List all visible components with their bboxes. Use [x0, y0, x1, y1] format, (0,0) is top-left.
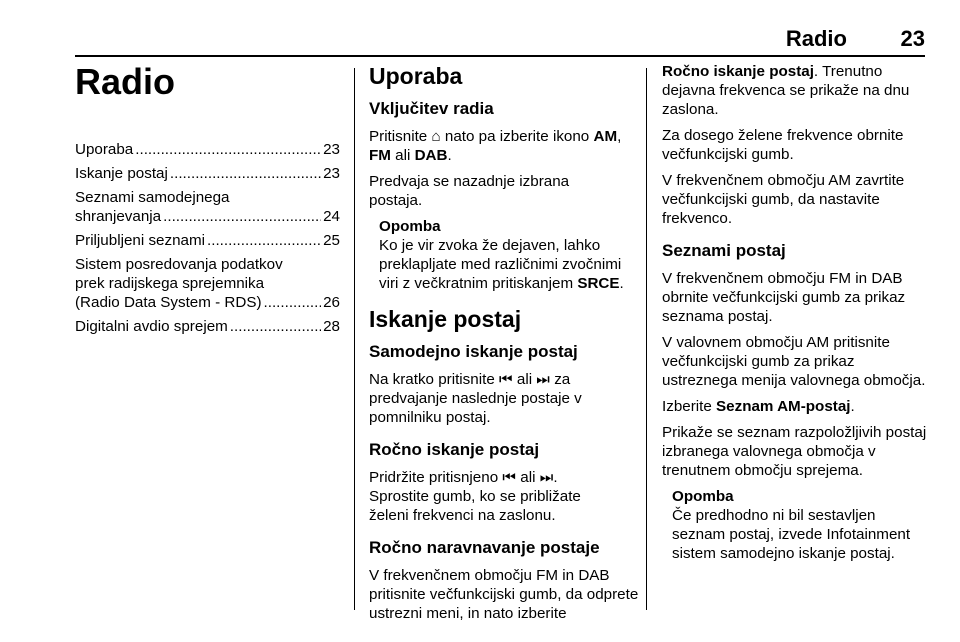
paragraph: Pritisnite ⌂ nato pa izberite ikono AM, FM ali DAB. [369, 128, 622, 164]
paragraph: Izberite Seznam AM-postaj. [662, 398, 855, 415]
paragraph: Prikaže se seznam razpoložljivih postaj izbranega valovnega območja v trenutnem območju sprejema. [662, 424, 927, 479]
header-rule [75, 55, 925, 57]
previous-icon: ⏮ [498, 371, 513, 388]
column-divider-1 [354, 68, 355, 610]
note-box [379, 217, 639, 293]
paragraph: Sprostite gumb, ko se približate želeni frekvenci na zaslonu. [369, 488, 581, 524]
toc-leader-dots [207, 231, 321, 250]
toc-page-number: 23 [323, 165, 340, 182]
column-1 [75, 62, 340, 341]
toc-entry [75, 231, 340, 250]
heading-uporaba: Uporaba [369, 63, 463, 89]
heading-vkljucitev: Vključitev radia [369, 99, 494, 118]
paragraph: Pridržite pritisnjeno ⏮ ali ⏭. [369, 469, 558, 486]
toc-leader-dots [230, 317, 321, 336]
note-title: Opomba [672, 488, 734, 505]
toc-entry [75, 188, 340, 226]
column-2 [369, 62, 639, 630]
toc-entry-label: Iskanje postaj [75, 165, 168, 182]
paragraph: Na kratko pritisnite ⏮ ali ⏭ za predvajanje naslednje postaje v pomnilniku postaj. [369, 371, 582, 426]
next-icon: ⏭ [536, 371, 550, 388]
toc-entry-label: Sistem posredovanja podatkov [75, 256, 283, 273]
heading-seznami-postaj: Seznami postaj [662, 241, 786, 260]
toc-page-number: 26 [323, 294, 340, 311]
table-of-contents [75, 140, 340, 336]
paragraph: V valovnem območju AM pritisnite večfunkcijski gumb za prikaz ustreznega menija valovnega območja. [662, 334, 926, 389]
heading-rocno-naravnavanje: Ročno naravnavanje postaje [369, 538, 600, 557]
running-head: Radio [785, 26, 847, 51]
toc-entry-label: Uporaba [75, 141, 134, 158]
note-text: Ko je vir zvoka že dejaven, lahko preklapljate med različnimi zvočnimi viri z večkratnim pritiskanjem SRCE. [379, 237, 624, 292]
page-number: 23 [900, 26, 925, 51]
heading-rocno-iskanje: Ročno iskanje postaj [369, 440, 540, 459]
toc-page-number: 25 [323, 232, 340, 249]
note-box [672, 487, 930, 563]
paragraph: V frekvenčnem območju FM in DAB pritisnite večfunkcijski gumb, da odprete ustrezni meni, in nato izberite [369, 567, 639, 622]
toc-entry-label: shranjevanja [75, 208, 162, 225]
column-divider-2 [646, 68, 647, 610]
heading-samodejno: Samodejno iskanje postaj [369, 342, 578, 361]
toc-entry [75, 140, 340, 159]
toc-leader-dots [163, 207, 321, 226]
next-icon: ⏭ [539, 469, 554, 486]
paragraph: V frekvenčnem območju AM zavrtite večfunkcijski gumb, da nastavite frekvenco. [662, 172, 905, 227]
toc-page-number: 28 [323, 318, 340, 335]
toc-entry-label: (Radio Data System - RDS) [75, 294, 262, 311]
toc-entry [75, 255, 340, 312]
toc-leader-dots [264, 293, 322, 312]
note-title: Opomba [379, 218, 441, 235]
paragraph: Predvaja se nazadnje izbrana postaja. [369, 173, 570, 209]
toc-leader-dots [170, 164, 321, 183]
heading-iskanje: Iskanje postaj [369, 306, 522, 332]
toc-entry [75, 317, 340, 336]
paragraph: V frekvenčnem območju FM in DAB obrnite večfunkcijski gumb za prikaz seznama postaj. [662, 270, 906, 325]
toc-entry-label: prek radijskega sprejemnika [75, 275, 265, 292]
toc-entry [75, 164, 340, 183]
page-header [75, 26, 925, 56]
note-text: Če predhodno ni bil sestavljen seznam postaj, izvede Infotainment sistem samodejno iskanje postaj. [672, 507, 911, 562]
chapter-title: Radio [75, 61, 176, 102]
toc-page-number: 24 [323, 208, 340, 225]
toc-leader-dots [135, 140, 321, 159]
paragraph: Ročno iskanje postaj. Trenutno dejavna frekvenca se prikaže na dnu zaslona. [662, 63, 910, 118]
column-3 [662, 62, 930, 570]
home-icon: ⌂ [431, 128, 441, 145]
toc-page-number: 23 [323, 141, 340, 158]
toc-entry-label: Seznami samodejnega [75, 189, 230, 206]
toc-entry-label: Digitalni avdio sprejem [75, 318, 228, 335]
previous-icon: ⏮ [502, 469, 517, 486]
toc-entry-label: Priljubljeni seznami [75, 232, 205, 249]
paragraph: Za dosego želene frekvence obrnite večfunkcijski gumb. [662, 127, 904, 163]
